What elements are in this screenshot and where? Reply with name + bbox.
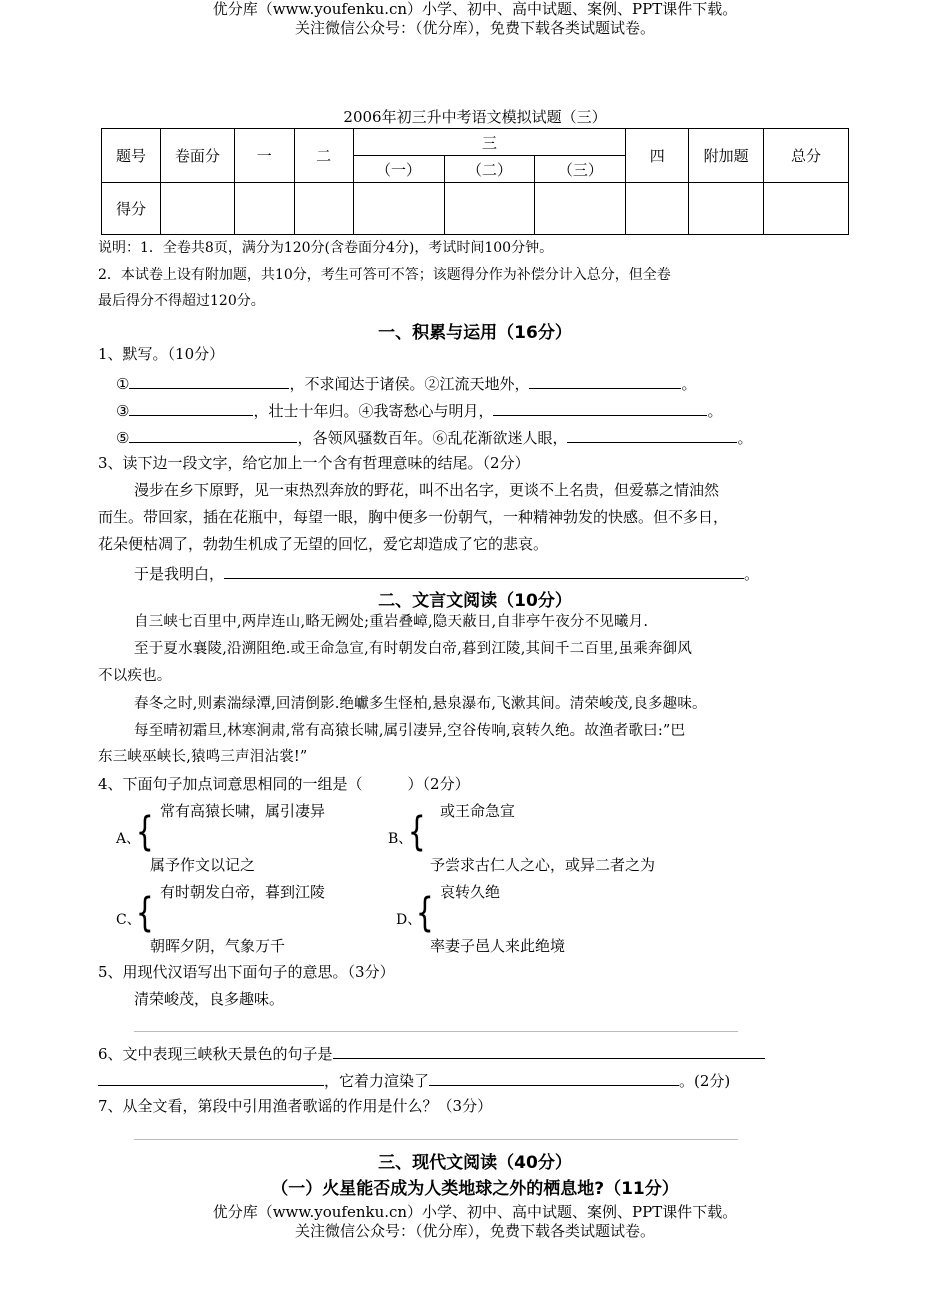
question-6-mid: ，它着力渲染了: [324, 1072, 430, 1090]
question-6-line-2: [98, 1069, 858, 1091]
blank-4[interactable]: [493, 399, 707, 416]
passage-line-1: 漫步在乡下原野，见一束热烈奔放的野花，叫不出名字，更谈不上名贵，但爱慕之情油然: [134, 481, 720, 499]
score-cell[interactable]: [689, 183, 764, 235]
blank-3[interactable]: [129, 399, 253, 416]
circled-5: ⑤: [116, 429, 130, 447]
score-table: [101, 128, 849, 235]
col-three-sub-1: （一）: [353, 156, 444, 183]
answer-line-7[interactable]: [134, 1139, 738, 1140]
section-1-heading: 一、积累与运用（16分）: [378, 323, 572, 343]
classical-line-1: 自三峡七百里中,两岸连山,略无阙处;重岩叠嶂,隐天蔽日,自非亭午夜分不见曦月.: [134, 614, 649, 630]
question-5-sentence: 清荣峻茂，良多趣味。: [134, 990, 285, 1008]
row-label-number: 题号: [102, 129, 161, 183]
classical-line-5: 每至晴初霜旦,林寒涧肃,常有高猿长啸,属引凄异,空谷传响,哀转久绝。故渔者歌曰:”巴: [134, 723, 686, 739]
question-3: 3、读下边一段文字，给它加上一个含有哲理意味的结尾。（2分）: [98, 454, 530, 472]
answer-line-5[interactable]: [134, 1031, 738, 1032]
question-6-prefix: 6、文中表现三峡秋天景色的句子是: [98, 1045, 333, 1063]
period: 。: [707, 402, 723, 420]
score-cell[interactable]: [234, 183, 294, 235]
section-2-heading: 二、文言文阅读（10分）: [378, 591, 572, 611]
blank-5[interactable]: [129, 426, 297, 443]
brace-icon: {: [135, 809, 154, 855]
col-one: 一: [234, 129, 294, 183]
question-6-line-1: [98, 1042, 858, 1064]
option-d-label[interactable]: D、: [396, 912, 422, 928]
dictation-line-2: [116, 399, 876, 421]
dictation-text-2: ，壮士十年归。④我寄愁心与明月，: [253, 402, 494, 420]
blank-q6-2[interactable]: [98, 1069, 324, 1086]
col-bonus: 附加题: [689, 129, 764, 183]
col-two: 二: [294, 129, 353, 183]
classical-line-4: 春冬之时,则素湍绿潭,回清倒影.绝巘多生怪柏,悬泉瀑布,飞漱其间。清荣峻茂,良多趣味。: [134, 696, 707, 712]
option-a-label[interactable]: A、: [116, 831, 141, 847]
classical-line-2: 至于夏水襄陵,沿溯阻绝.或王命急宣,有时朝发白帝,暮到江陵,其间千二百里,虽乘奔御风: [134, 641, 693, 657]
score-cell[interactable]: [535, 183, 626, 235]
score-cell[interactable]: [353, 183, 444, 235]
question-4: 4、下面句子加点词意思相同的一组是（ ）（2分）: [98, 775, 470, 793]
blank-1[interactable]: [129, 372, 289, 389]
note-1: 说明：1．全卷共8页，满分为120分(含卷面分4分)，考试时间100分钟。: [98, 240, 554, 256]
period: 。: [737, 429, 753, 447]
header-line-1: 优分库（www.youfenku.cn）小学、初中、高中试题、案例、PPT课件下载。: [212, 0, 738, 18]
period: 。: [681, 375, 697, 393]
option-b-line-1: 或王命急宣: [440, 802, 516, 820]
option-c-line-2: 朝晖夕阴，气象万千: [150, 937, 286, 955]
col-four: 四: [626, 129, 689, 183]
score-cell[interactable]: [444, 183, 535, 235]
blank-q6-3[interactable]: [429, 1069, 679, 1086]
brace-icon: {: [407, 809, 426, 855]
row-label-score: 得分: [102, 183, 161, 235]
footer-line-1: 优分库（www.youfenku.cn）小学、初中、高中试题、案例、PPT课件下载。: [212, 1203, 738, 1221]
header-line-2: 关注微信公众号：（优分库），免费下载各类试题试卷。: [294, 19, 655, 37]
classical-line-6: 东三峡巫峡长,猿鸣三声泪沾裳!”: [98, 749, 308, 765]
blank-2[interactable]: [529, 372, 681, 389]
score-cell[interactable]: [626, 183, 689, 235]
note-2b: 最后得分不得超过120分。: [98, 293, 265, 309]
option-d-line-1: 哀转久绝: [440, 883, 501, 901]
conclusion-blank[interactable]: [224, 562, 744, 579]
question-5: 5、用现代汉语写出下面句子的意思。（3分）: [98, 963, 395, 981]
dictation-line-1: [116, 372, 876, 394]
note-2a: 2．本试卷上设有附加题，共10分，考生可答可不答；该题得分作为补偿分计入总分，但全卷: [98, 267, 671, 283]
conclusion-prefix: 于是我明白，: [134, 565, 225, 583]
option-a-line-1: 常有高猿长啸，属引凄异: [160, 802, 326, 820]
question-7: 7、从全文看，第段中引用渔者歌谣的作用是什么？（3分）: [98, 1097, 493, 1115]
option-b-label[interactable]: B、: [388, 831, 413, 847]
passage-line-2: 而生。带回家，插在花瓶中，每望一眼，胸中便多一份朝气，一种精神勃发的快感。但不多日，: [98, 508, 729, 526]
circled-3: ③: [116, 402, 130, 420]
exam-title: 2006年初三升中考语文模拟试题（三）: [343, 108, 607, 126]
dictation-text-1: ，不求闻达于诸侯。②江流天地外，: [289, 375, 530, 393]
dictation-text-3: ，各领风骚数百年。⑥乱花渐欲迷人眼，: [297, 429, 568, 447]
col-total: 总分: [764, 129, 849, 183]
col-neatness: 卷面分: [160, 129, 234, 183]
blank-q6-1[interactable]: [333, 1042, 765, 1059]
col-three-sub-2: （二）: [444, 156, 535, 183]
passage-line-3: 花朵便枯凋了，勃勃生机成了无望的回忆，爱它却造成了它的悲哀。: [98, 535, 549, 553]
score-cell[interactable]: [294, 183, 353, 235]
option-c-label[interactable]: C、: [116, 912, 141, 928]
col-three-sub-3: （三）: [535, 156, 626, 183]
period: 。: [744, 565, 760, 583]
score-cell[interactable]: [160, 183, 234, 235]
footer-line-2: 关注微信公众号：（优分库），免费下载各类试题试卷。: [294, 1222, 655, 1240]
section-3-subheading: （一）火星能否成为人类地球之外的栖息地?（11分）: [271, 1179, 679, 1199]
option-c-line-1: 有时朝发白帝，暮到江陵: [160, 883, 326, 901]
option-b-line-2: 予尝求古仁人之心，或异二者之为: [430, 856, 656, 874]
question-1: 1、默写。（10分）: [98, 345, 225, 363]
brace-icon: {: [415, 890, 434, 936]
dictation-line-3: [116, 426, 876, 448]
circled-1: ①: [116, 375, 130, 393]
blank-6[interactable]: [567, 426, 737, 443]
question-6-suffix: 。(2分): [679, 1072, 731, 1090]
section-3-heading: 三、现代文阅读（40分）: [378, 1153, 572, 1173]
conclusion-line: [134, 562, 894, 584]
col-three: 三: [353, 129, 626, 156]
option-a-line-2: 属予作文以记之: [150, 856, 256, 874]
score-cell[interactable]: [764, 183, 849, 235]
option-d-line-2: 率妻子邑人来此绝境: [430, 937, 566, 955]
brace-icon: {: [135, 890, 154, 936]
classical-line-3: 不以疾也。: [98, 668, 172, 684]
